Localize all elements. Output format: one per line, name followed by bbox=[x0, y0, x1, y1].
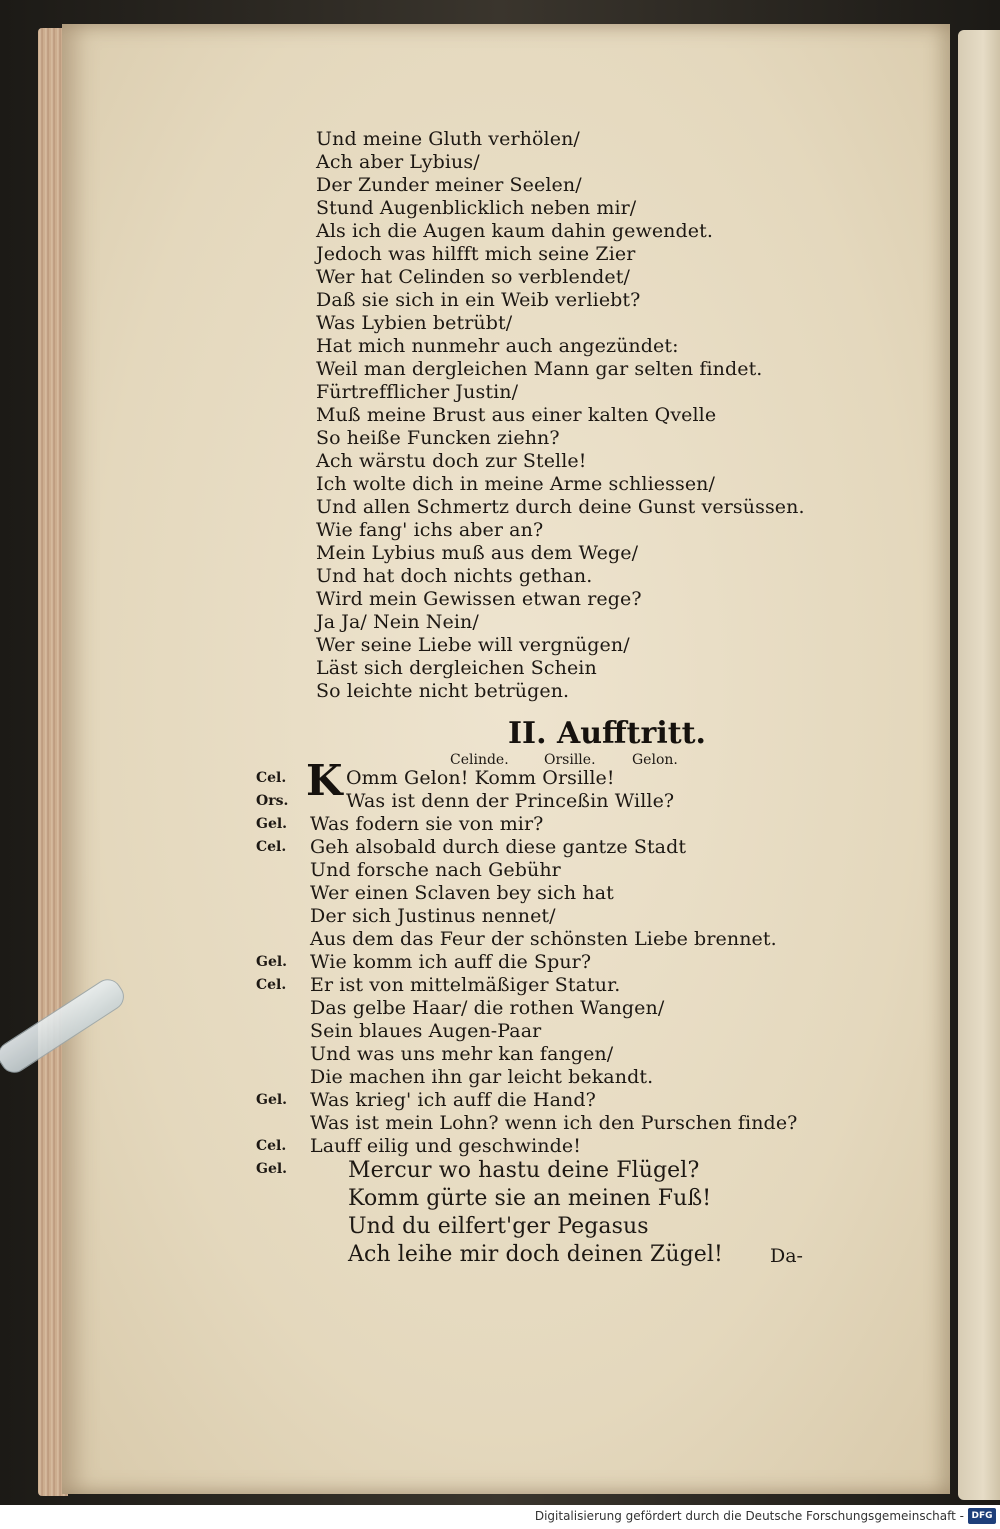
dialogue-line: Wer einen Sclaven bey sich hat bbox=[310, 882, 614, 904]
cast-name: Orsille. bbox=[544, 752, 596, 768]
verse-line: Fürtrefflicher Justin/ bbox=[316, 381, 519, 403]
dialogue-line: Der sich Justinus nennet/ bbox=[310, 905, 556, 927]
verse-line: Ja Ja/ Nein Nein/ bbox=[316, 611, 479, 633]
speaker-label: Gel. bbox=[256, 954, 288, 970]
catchword: Da- bbox=[770, 1245, 803, 1267]
speaker-label: Gel. bbox=[256, 816, 288, 832]
speaker-label: Gel. bbox=[256, 1092, 288, 1108]
dialogue-line: Das gelbe Haar/ die rothen Wangen/ bbox=[310, 997, 665, 1019]
verse-line: Wird mein Gewissen etwan rege? bbox=[316, 588, 642, 610]
speaker-label: Cel. bbox=[256, 977, 287, 993]
dialogue-line: Wie komm ich auff die Spur? bbox=[310, 951, 592, 973]
verse-line: Hat mich nunmehr auch angezündet: bbox=[316, 335, 679, 357]
verse-line: Wer hat Celinden so verblendet/ bbox=[316, 266, 630, 288]
speaker-label: Cel. bbox=[256, 1138, 287, 1154]
verse-line: So leichte nicht betrügen. bbox=[316, 680, 570, 702]
aria-line: Und du eilfert'ger Pegasus bbox=[348, 1214, 649, 1239]
verse-line: Und hat doch nichts gethan. bbox=[316, 565, 593, 587]
dialogue-line: Aus dem das Feur der schönsten Liebe brennet. bbox=[310, 928, 777, 950]
verse-line: Und meine Gluth verhölen/ bbox=[316, 128, 580, 150]
cast-name: Celinde. bbox=[450, 752, 509, 768]
scene-heading: II. Aufftritt. bbox=[508, 716, 706, 751]
dialogue-line: Was ist denn der Princeßin Wille? bbox=[346, 790, 675, 812]
dialogue-line: Und forsche nach Gebühr bbox=[310, 859, 561, 881]
dialogue-line: Geh alsobald durch diese gantze Stadt bbox=[310, 836, 687, 858]
speaker-label: Cel. bbox=[256, 839, 287, 855]
verse-line: Wie fang' ichs aber an? bbox=[316, 519, 544, 541]
dialogue-line: Omm Gelon! Komm Orsille! bbox=[346, 767, 615, 789]
dialogue-line: Was krieg' ich auff die Hand? bbox=[310, 1089, 596, 1111]
aria-line: Ach leihe mir doch deinen Zügel! bbox=[348, 1242, 723, 1267]
dialogue-line: Was ist mein Lohn? wenn ich den Purschen finde? bbox=[310, 1112, 798, 1134]
verse-line: Ach aber Lybius/ bbox=[316, 151, 480, 173]
dialogue-line: Was fodern sie von mir? bbox=[310, 813, 544, 835]
drop-cap: K bbox=[306, 756, 343, 805]
verse-line: Ich wolte dich in meine Arme schliessen/ bbox=[316, 473, 716, 495]
verse-line: So heiße Funcken ziehn? bbox=[316, 427, 560, 449]
dfg-logo: DFG bbox=[968, 1508, 996, 1524]
dialogue-line: Und was uns mehr kan fangen/ bbox=[310, 1043, 614, 1065]
funding-credit: Digitalisierung gefördert durch die Deutsche Forschungsgemeinschaft - bbox=[534, 1509, 964, 1523]
speaker-label: Cel. bbox=[256, 770, 287, 786]
verse-line: Weil man dergleichen Mann gar selten findet. bbox=[316, 358, 763, 380]
verse-line: Mein Lybius muß aus dem Wege/ bbox=[316, 542, 639, 564]
verse-line: Läst sich dergleichen Schein bbox=[316, 657, 597, 679]
verse-line: Muß meine Brust aus einer kalten Qvelle bbox=[316, 404, 717, 426]
verse-line: Wer seine Liebe will vergnügen/ bbox=[316, 634, 630, 656]
cast-name: Gelon. bbox=[632, 752, 678, 768]
speaker-label: Ors. bbox=[256, 793, 289, 809]
speaker-label: Gel. bbox=[256, 1161, 288, 1177]
verse-line: Daß sie sich in ein Weib verliebt? bbox=[316, 289, 641, 311]
dialogue-line: Die machen ihn gar leicht bekandt. bbox=[310, 1066, 654, 1088]
aria-line: Komm gürte sie an meinen Fuß! bbox=[348, 1186, 712, 1211]
verse-line: Der Zunder meiner Seelen/ bbox=[316, 174, 582, 196]
verse-line: Jedoch was hilfft mich seine Zier bbox=[316, 243, 636, 265]
dialogue-line: Sein blaues Augen-Paar bbox=[310, 1020, 542, 1042]
verse-line: Als ich die Augen kaum dahin gewendet. bbox=[316, 220, 713, 242]
aria-line: Mercur wo hastu deine Flügel? bbox=[348, 1158, 700, 1183]
verse-line: Ach wärstu doch zur Stelle! bbox=[316, 450, 587, 472]
dialogue-line: Er ist von mittelmäßiger Statur. bbox=[310, 974, 621, 996]
verse-line: Und allen Schmertz durch deine Gunst versüssen. bbox=[316, 496, 805, 518]
verse-line: Stund Augenblicklich neben mir/ bbox=[316, 197, 637, 219]
footer-bar bbox=[0, 1505, 1000, 1529]
verse-line: Was Lybien betrübt/ bbox=[316, 312, 513, 334]
dialogue-line: Lauff eilig und geschwinde! bbox=[310, 1135, 581, 1157]
